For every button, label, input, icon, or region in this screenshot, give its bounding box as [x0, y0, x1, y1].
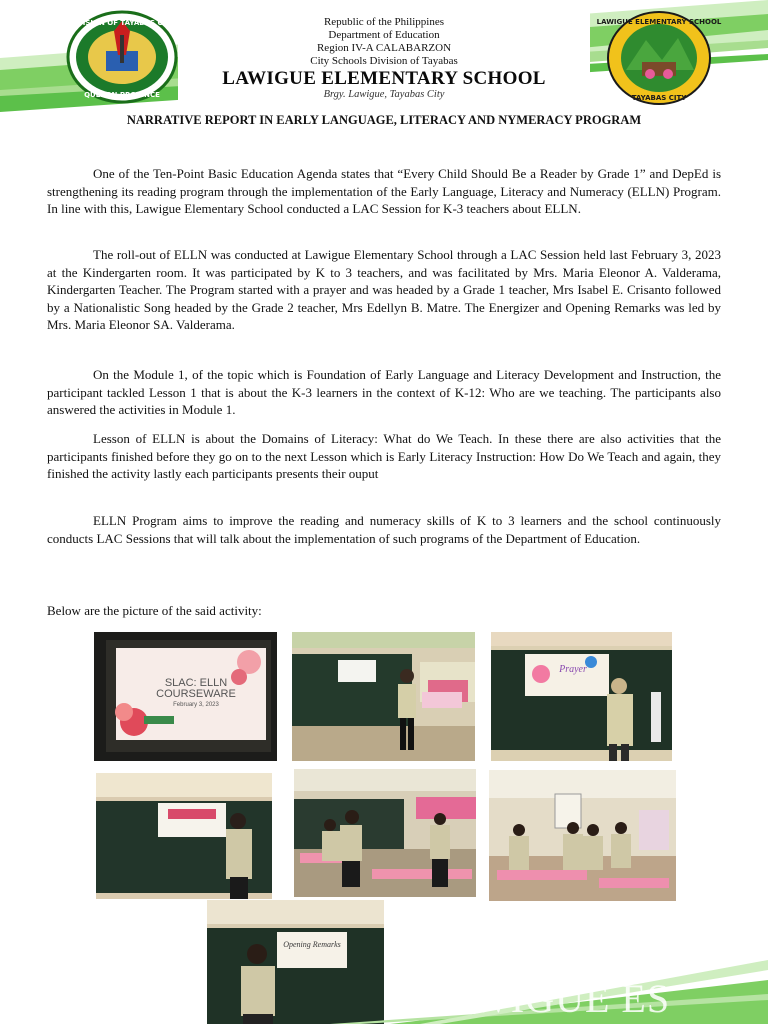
paragraph-5 [47, 512, 721, 547]
slide-date-text: February 3, 2023 [173, 702, 219, 708]
activity-photo-participants-2 [489, 770, 676, 901]
svg-text:QUEZON PROVINCE: QUEZON PROVINCE [84, 91, 160, 99]
paragraph-text: One of the Ten-Point Basic Education Agenda states that “Every Child Should Be a Reader by Grade 1” and DepEd is strengthening its reading program through the implementation of the Early Language, Literacy and Numeracy (ELLN) Program. In line with this, Lawigue Elementary School conducted a LAC Session for K-3 teachers about ELLN. [47, 166, 721, 216]
school-name: LAWIGUE ELEMENTARY SCHOOL [222, 68, 546, 89]
paragraph-text: On the Module 1, of the topic which is Foundation of Early Language and Literacy Development and Instruction, the participant tackled Lesson 1 that is about the K-3 learners in the context of K-12: Who are we teaching. The participants also answered the activities in Module 1. [47, 367, 721, 417]
school-seal-logo [596, 10, 722, 106]
letterhead [0, 0, 768, 112]
svg-text:TAYABAS CITY: TAYABAS CITY [631, 94, 687, 102]
region-line: Region IV-A CALABARZON [316, 42, 452, 54]
activity-photo-slide-title [94, 632, 277, 761]
activity-photo-participants-1 [294, 769, 476, 897]
division-seal-logo [66, 11, 178, 103]
paragraph-1 [47, 165, 721, 218]
slide-opening-remarks-text: Opening Remarks [283, 940, 341, 949]
slide-prayer-text: Prayer [559, 664, 587, 675]
watermark-text: LAWIGUE ES [420, 976, 671, 1021]
slide-title-text: SLAC: ELLN COURSEWARE [156, 677, 236, 700]
paragraph-2 [47, 246, 721, 334]
paragraph-4 [47, 430, 721, 483]
photos-caption: Below are the picture of the said activity: [47, 603, 262, 618]
department-line: Department of Education [328, 29, 440, 41]
activity-photo-prayer-slide [491, 632, 672, 761]
svg-text:LAWIGUE ELEMENTARY SCHOOL: LAWIGUE ELEMENTARY SCHOOL [596, 18, 722, 26]
republic-line: Republic of the Philippines [323, 16, 445, 28]
division-line: City Schools Division of Tayabas [310, 55, 458, 67]
paragraph-text: The roll-out of ELLN was conducted at Lawigue Elementary School through a LAC Session held last February 3, 2023 at the Kindergarten room. It was participated by K to 3 teachers, and was facilitated by Mrs. Maria Eleonor A. Valderama, Kindergarten Teacher. The Program started with a prayer and was headed by a Grade 1 teacher, Mrs Isabel E. Crisanto followed by a Nationalistic Song headed by the Grade 2 teacher, Mrs Edellyn B. Matre. The Energizer and Opening Remarks was led by Mrs. Maria Eleonor SA. Valderama. [47, 247, 721, 332]
activity-photo-teacher-board [292, 632, 475, 761]
paragraph-text: Lesson of ELLN is about the Domains of Literacy: What do We Teach. In these there are also activities that the participants finished before they go on to the next Lesson which is Early Literacy Instruction: How Do We Teach and again, they finished the activity lastly each participants presents their ouput [47, 431, 721, 481]
report-title: NARRATIVE REPORT IN EARLY LANGUAGE, LITERACY AND NYMERACY PROGRAM [126, 113, 642, 127]
paragraph-text: ELLN Program aims to improve the reading and numeracy skills of K to 3 learners and the school continuously conducts LAC Sessions that will talk about the implementation of such programs of the Department of Education. [47, 513, 721, 546]
school-address: Brgy. Lawigue, Tayabas City [323, 89, 445, 100]
paragraph-3 [47, 366, 721, 419]
activity-photo-speaker-board [96, 773, 272, 899]
svg-text:DIVISION OF TAYABAS CITY: DIVISION OF TAYABAS CITY [68, 19, 176, 27]
